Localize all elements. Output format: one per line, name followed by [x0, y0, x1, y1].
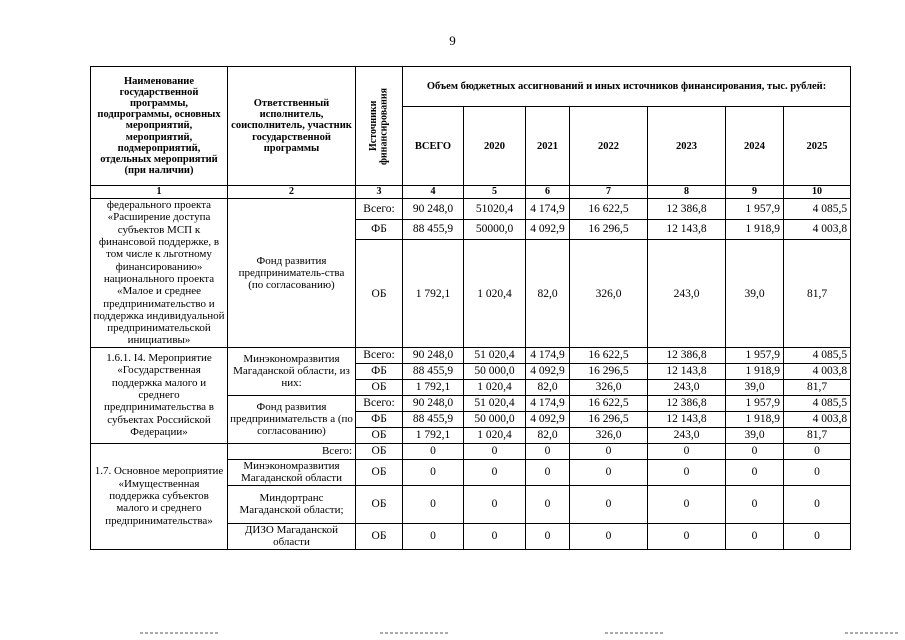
source-cell: ОБ: [356, 459, 403, 485]
value-cell: 4 174,9: [526, 199, 570, 220]
value-cell: 88 455,9: [403, 363, 464, 379]
value-cell: 12 143,8: [648, 363, 726, 379]
value-cell: 1 020,4: [464, 379, 526, 395]
value-cell: 0: [648, 443, 726, 459]
value-cell: 4 092,9: [526, 363, 570, 379]
value-cell: 1 792,1: [403, 240, 464, 347]
value-cell: 16 296,5: [570, 411, 648, 427]
value-cell: 4 085,5: [784, 199, 851, 220]
value-cell: 0: [526, 459, 570, 485]
header-year-2021: 2021: [526, 107, 570, 186]
value-cell: 0: [526, 485, 570, 523]
source-cell: ОБ: [356, 379, 403, 395]
executor-cell: Миндортранс Магаданской области;: [228, 485, 356, 523]
value-cell: 12 386,8: [648, 395, 726, 411]
column-number: 10: [784, 186, 851, 199]
value-cell: 81,7: [784, 427, 851, 443]
value-cell: 4 085,5: [784, 347, 851, 363]
program-name-cell: 1.6.1. I4. Мероприятие «Государственная поддержка малого и среднего предпринимательства в субъектах Российской Федерации»: [91, 347, 228, 443]
value-cell: 0: [403, 523, 464, 549]
value-cell: 39,0: [726, 240, 784, 347]
column-number: 3: [356, 186, 403, 199]
value-cell: 4 092,9: [526, 411, 570, 427]
header-year-2025: 2025: [784, 107, 851, 186]
value-cell: 81,7: [784, 240, 851, 347]
scan-artifact: [140, 632, 220, 634]
source-cell: ФБ: [356, 219, 403, 240]
value-cell: 81,7: [784, 379, 851, 395]
source-cell: Всего:: [356, 395, 403, 411]
executor-cell: Фонд развития предприниматель-ства (по согласованию): [228, 199, 356, 348]
scan-artifact: [605, 632, 665, 634]
source-cell: ОБ: [356, 523, 403, 549]
value-cell: 51020,4: [464, 199, 526, 220]
value-cell: 0: [464, 443, 526, 459]
value-cell: 82,0: [526, 379, 570, 395]
header-year-total: ВСЕГО: [403, 107, 464, 186]
value-cell: 50 000,0: [464, 363, 526, 379]
value-cell: 0: [726, 485, 784, 523]
source-cell: ОБ: [356, 485, 403, 523]
value-cell: 0: [570, 443, 648, 459]
value-cell: 90 248,0: [403, 199, 464, 220]
column-number: 1: [91, 186, 228, 199]
value-cell: 0: [784, 459, 851, 485]
source-cell: ФБ: [356, 411, 403, 427]
table-row: [91, 199, 851, 220]
value-cell: 12 143,8: [648, 411, 726, 427]
program-name-cell: федерального проекта «Расширение доступа субъектов МСП к финансовой поддержке, в том числе к льготному финансированию» национального проекта «Малое и среднее предпринимательство и поддержка индивидуальной предпринимательской инициативы»: [91, 199, 228, 348]
value-cell: 16 622,5: [570, 347, 648, 363]
executor-total-label: Всего:: [228, 443, 356, 459]
value-cell: 39,0: [726, 379, 784, 395]
executor-cell: Минэкономразвития Магаданской области: [228, 459, 356, 485]
header-year-2024: 2024: [726, 107, 784, 186]
value-cell: 1 792,1: [403, 379, 464, 395]
column-number: 9: [726, 186, 784, 199]
value-cell: 1 020,4: [464, 427, 526, 443]
value-cell: 326,0: [570, 427, 648, 443]
header-volume-title: Объем бюджетных ассигнований и иных источников финансирования, тыс. рублей:: [403, 67, 851, 107]
value-cell: 82,0: [526, 240, 570, 347]
value-cell: 16 622,5: [570, 199, 648, 220]
value-cell: 0: [648, 485, 726, 523]
value-cell: 0: [403, 443, 464, 459]
value-cell: 0: [784, 523, 851, 549]
budget-table: [90, 66, 851, 550]
value-cell: 88 455,9: [403, 219, 464, 240]
value-cell: 1 792,1: [403, 427, 464, 443]
value-cell: 51 020,4: [464, 347, 526, 363]
value-cell: 0: [570, 523, 648, 549]
scan-artifact: [845, 632, 900, 634]
value-cell: 16 296,5: [570, 363, 648, 379]
executor-cell: Минэкономразвития Магаданской области, из них:: [228, 347, 356, 395]
value-cell: 90 248,0: [403, 347, 464, 363]
value-cell: 90 248,0: [403, 395, 464, 411]
header-source-column: [356, 67, 403, 186]
value-cell: 88 455,9: [403, 411, 464, 427]
value-cell: 50000,0: [464, 219, 526, 240]
source-cell: ОБ: [356, 427, 403, 443]
executor-cell: ДИЗО Магаданской области: [228, 523, 356, 549]
source-cell: ФБ: [356, 363, 403, 379]
header-executor-column: Ответственный исполнитель, соисполнитель, участник государственной программы: [228, 67, 356, 186]
table-row: [91, 347, 851, 363]
value-cell: 326,0: [570, 240, 648, 347]
value-cell: 0: [726, 523, 784, 549]
value-cell: 1 918,9: [726, 219, 784, 240]
scan-artifact: [380, 632, 450, 634]
value-cell: 0: [403, 459, 464, 485]
value-cell: 243,0: [648, 427, 726, 443]
value-cell: 0: [726, 443, 784, 459]
value-cell: 243,0: [648, 379, 726, 395]
column-number: 7: [570, 186, 648, 199]
value-cell: 0: [784, 443, 851, 459]
value-cell: 0: [784, 485, 851, 523]
value-cell: 4 003,8: [784, 411, 851, 427]
value-cell: 0: [464, 523, 526, 549]
table-row: [91, 443, 851, 459]
page-number: 9: [449, 33, 456, 48]
value-cell: 12 386,8: [648, 199, 726, 220]
value-cell: 1 918,9: [726, 363, 784, 379]
value-cell: 51 020,4: [464, 395, 526, 411]
source-cell: ОБ: [356, 240, 403, 347]
value-cell: 0: [570, 485, 648, 523]
executor-cell: Фонд развития предпринимательств а (по согласованию): [228, 395, 356, 443]
program-name-cell: 1.7. Основное мероприятие «Имущественная поддержка субъектов малого и среднего предпринимательства»: [91, 443, 228, 549]
value-cell: 39,0: [726, 427, 784, 443]
column-number: 2: [228, 186, 356, 199]
value-cell: 0: [464, 459, 526, 485]
value-cell: 0: [726, 459, 784, 485]
value-cell: 1 957,9: [726, 199, 784, 220]
column-number-row: [91, 186, 851, 199]
column-number: 4: [403, 186, 464, 199]
header-year-2022: 2022: [570, 107, 648, 186]
value-cell: 50 000,0: [464, 411, 526, 427]
source-cell: ОБ: [356, 443, 403, 459]
column-number: 6: [526, 186, 570, 199]
value-cell: 0: [570, 459, 648, 485]
value-cell: 12 386,8: [648, 347, 726, 363]
value-cell: 0: [526, 443, 570, 459]
value-cell: 4 085,5: [784, 395, 851, 411]
value-cell: 0: [464, 485, 526, 523]
value-cell: 1 918,9: [726, 411, 784, 427]
value-cell: 0: [648, 523, 726, 549]
value-cell: 1 020,4: [464, 240, 526, 347]
header-year-2023: 2023: [648, 107, 726, 186]
value-cell: 16 622,5: [570, 395, 648, 411]
value-cell: 4 174,9: [526, 347, 570, 363]
value-cell: 4 092,9: [526, 219, 570, 240]
value-cell: 1 957,9: [726, 395, 784, 411]
value-cell: 16 296,5: [570, 219, 648, 240]
value-cell: 1 957,9: [726, 347, 784, 363]
header-year-2020: 2020: [464, 107, 526, 186]
header-name-column: Наименование государственной программы, подпрограммы, основных мероприятий, мероприятий, подмероприятий, отдельных мероприятий (при наличии): [91, 67, 228, 186]
source-cell: Всего:: [356, 347, 403, 363]
value-cell: 0: [403, 485, 464, 523]
column-number: 5: [464, 186, 526, 199]
header-source-label: Источники финансирования: [367, 87, 389, 165]
value-cell: 82,0: [526, 427, 570, 443]
value-cell: 0: [648, 459, 726, 485]
value-cell: 0: [526, 523, 570, 549]
value-cell: 4 003,8: [784, 219, 851, 240]
column-number: 8: [648, 186, 726, 199]
value-cell: 4 174,9: [526, 395, 570, 411]
source-cell: Всего:: [356, 199, 403, 220]
value-cell: 243,0: [648, 240, 726, 347]
value-cell: 12 143,8: [648, 219, 726, 240]
value-cell: 4 003,8: [784, 363, 851, 379]
value-cell: 326,0: [570, 379, 648, 395]
